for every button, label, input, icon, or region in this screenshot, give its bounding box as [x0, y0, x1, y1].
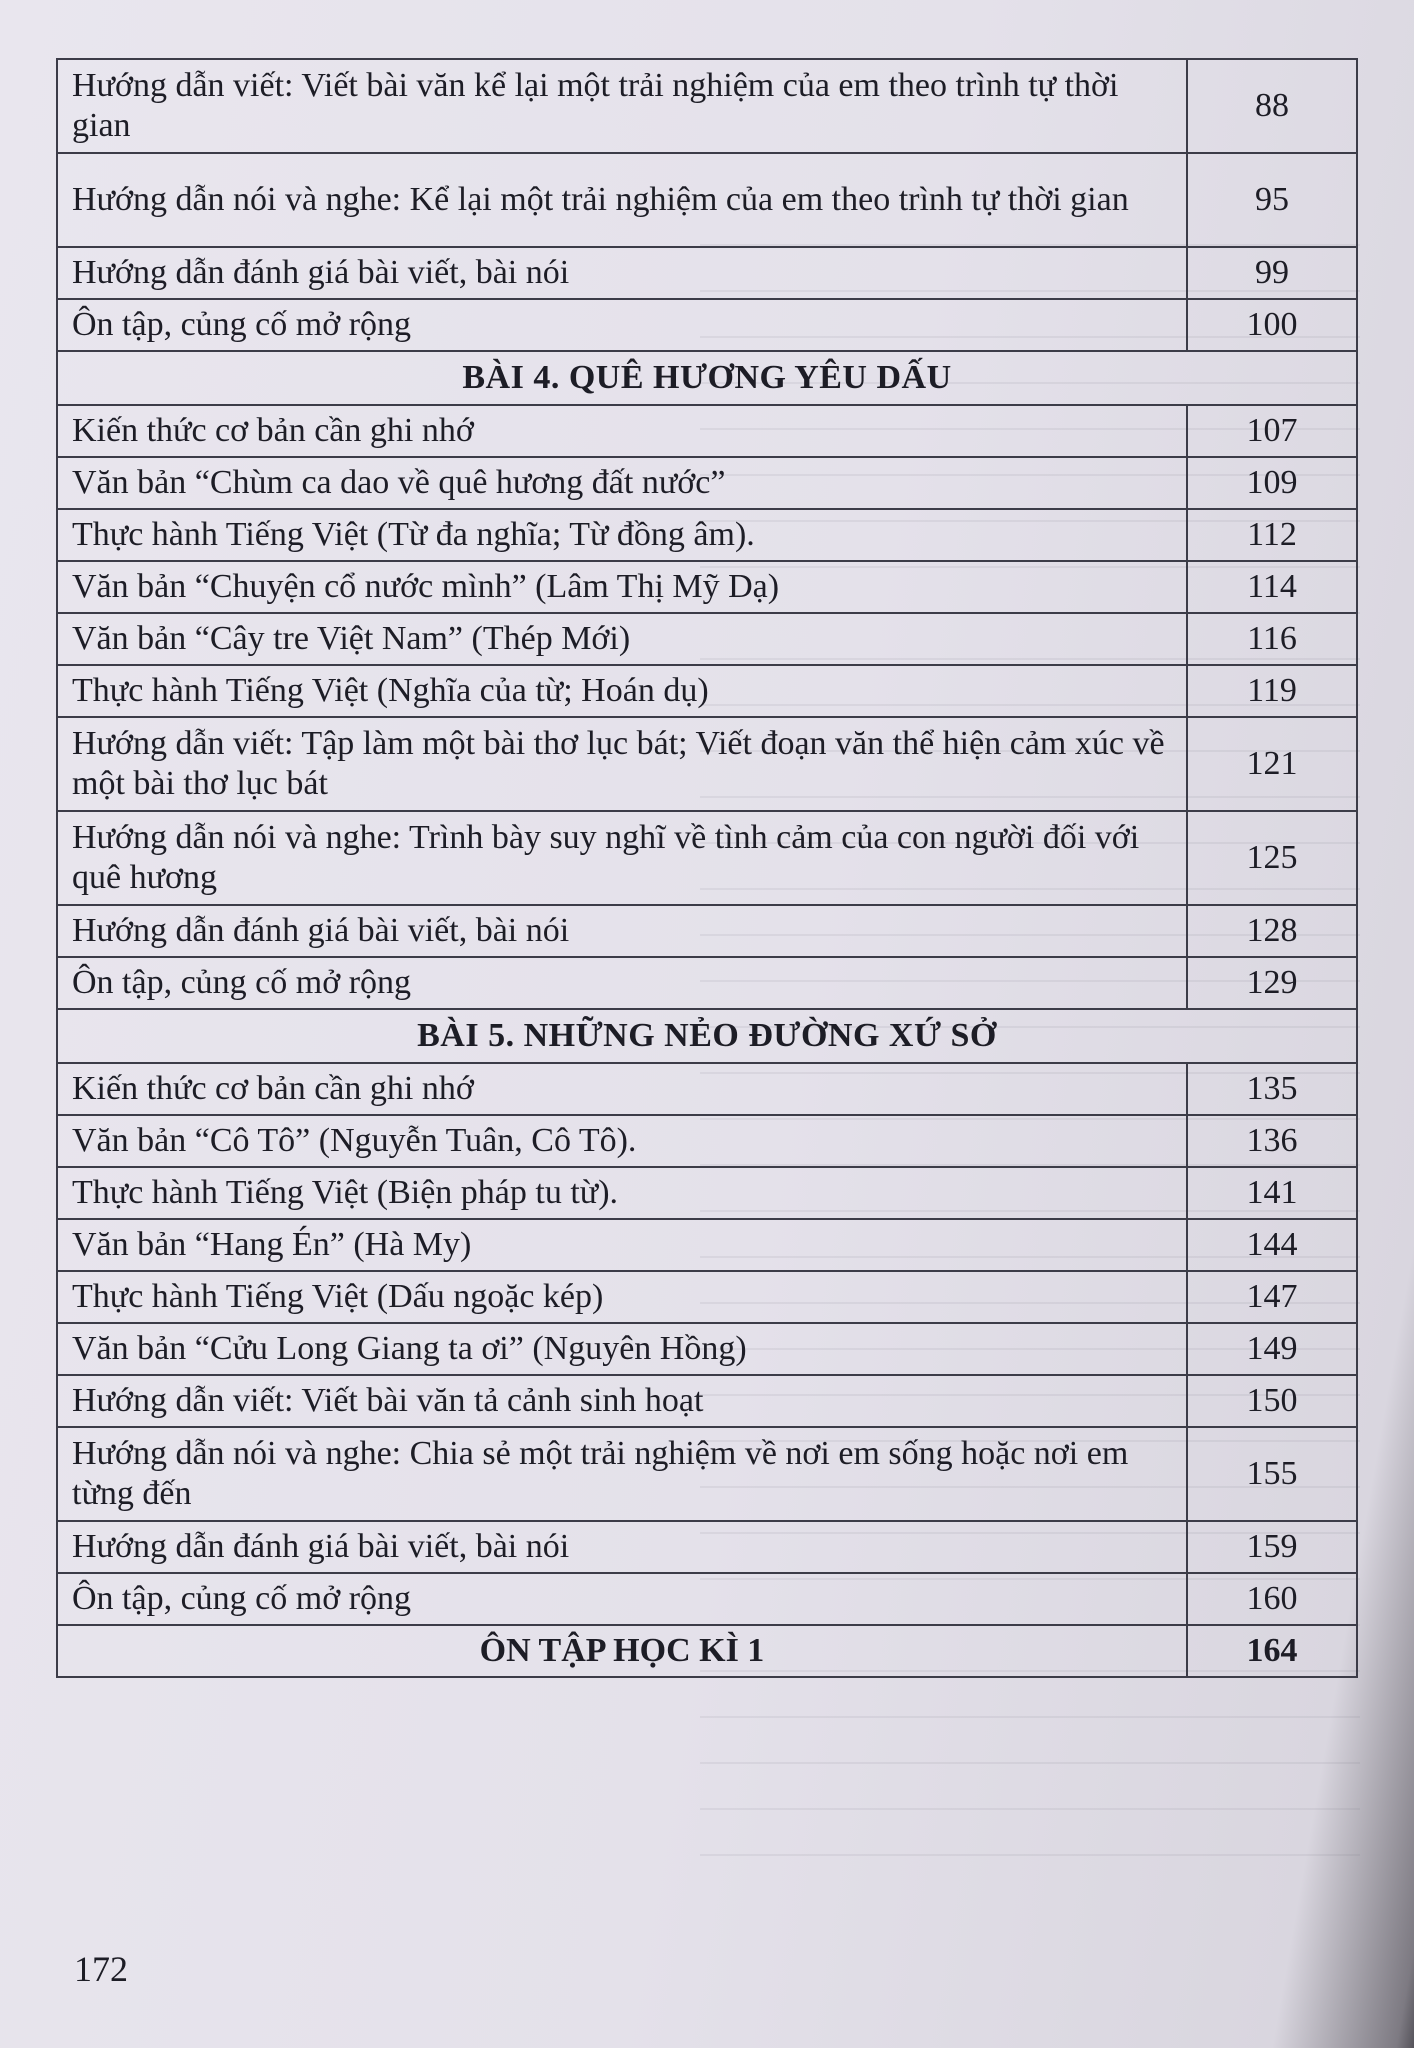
toc-entry-title: Văn bản “Chuyện cổ nước mình” (Lâm Thị Mỹ Dạ) [57, 561, 1187, 613]
toc-row [57, 59, 1357, 153]
toc-row [57, 613, 1357, 665]
toc-entry-title: Hướng dẫn viết: Viết bài văn tả cảnh sinh hoạt [57, 1375, 1187, 1427]
toc-entry-page: 160 [1187, 1573, 1357, 1625]
toc-row [57, 811, 1357, 905]
toc-entry-page: 149 [1187, 1323, 1357, 1375]
toc-entry-page: 125 [1187, 811, 1357, 905]
toc-entry-page: 114 [1187, 561, 1357, 613]
toc-row [57, 299, 1357, 351]
toc-row [57, 1323, 1357, 1375]
toc-entry-page: 150 [1187, 1375, 1357, 1427]
toc-entry-page: 128 [1187, 905, 1357, 957]
toc-entry-page: 155 [1187, 1427, 1357, 1521]
toc-row [57, 665, 1357, 717]
toc-row [57, 1573, 1357, 1625]
toc-row [57, 717, 1357, 811]
toc-entry-page: 119 [1187, 665, 1357, 717]
toc-row [57, 405, 1357, 457]
toc-entry-page: 159 [1187, 1521, 1357, 1573]
section-heading-bai-5: BÀI 5. NHỮNG NẺO ĐƯỜNG XỨ SỞ [57, 1009, 1357, 1063]
toc-entry-title: Kiến thức cơ bản cần ghi nhớ [57, 405, 1187, 457]
toc-section-row [57, 351, 1357, 405]
toc-entry-title: Hướng dẫn nói và nghe: Kể lại một trải nghiệm của em theo trình tự thời gian [57, 153, 1187, 247]
toc-entry-title: Hướng dẫn đánh giá bài viết, bài nói [57, 905, 1187, 957]
toc-entry-title: Hướng dẫn đánh giá bài viết, bài nói [57, 1521, 1187, 1573]
toc-entry-page: 100 [1187, 299, 1357, 351]
toc-row [57, 247, 1357, 299]
toc-entry-title: Hướng dẫn viết: Tập làm một bài thơ lục bát; Viết đoạn văn thể hiện cảm xúc về một bài thơ lục bát [57, 717, 1187, 811]
toc-entry-title: Ôn tập, củng cố mở rộng [57, 957, 1187, 1009]
toc-entry-page: 164 [1187, 1625, 1357, 1677]
toc-entry-title: Hướng dẫn nói và nghe: Chia sẻ một trải nghiệm về nơi em sống hoặc nơi em từng đến [57, 1427, 1187, 1521]
toc-row [57, 1375, 1357, 1427]
toc-row [57, 1219, 1357, 1271]
toc-entry-page: 135 [1187, 1063, 1357, 1115]
toc-row [57, 1427, 1357, 1521]
toc-row [57, 1167, 1357, 1219]
toc-row [57, 153, 1357, 247]
toc-entry-page: 112 [1187, 509, 1357, 561]
toc-entry-title: Thực hành Tiếng Việt (Dấu ngoặc kép) [57, 1271, 1187, 1323]
toc-entry-page: 95 [1187, 153, 1357, 247]
page-number: 172 [74, 1949, 128, 1989]
toc-row [57, 509, 1357, 561]
toc-entry-title: Ôn tập, củng cố mở rộng [57, 1573, 1187, 1625]
toc-entry-title: Thực hành Tiếng Việt (Biện pháp tu từ). [57, 1167, 1187, 1219]
toc-row [57, 905, 1357, 957]
section-heading-bai-4: BÀI 4. QUÊ HƯƠNG YÊU DẤU [57, 351, 1357, 405]
toc-entry-page: 129 [1187, 957, 1357, 1009]
toc-entry-page: 88 [1187, 59, 1357, 153]
toc-entry-title: Văn bản “Hang Én” (Hà My) [57, 1219, 1187, 1271]
toc-entry-title: Văn bản “Cửu Long Giang ta ơi” (Nguyên Hồng) [57, 1323, 1187, 1375]
toc-entry-page: 136 [1187, 1115, 1357, 1167]
toc-final-row [57, 1625, 1357, 1677]
toc-entry-title: Thực hành Tiếng Việt (Từ đa nghĩa; Từ đồng âm). [57, 509, 1187, 561]
toc-row [57, 1271, 1357, 1323]
toc-section-row [57, 1009, 1357, 1063]
toc-entry-title: Thực hành Tiếng Việt (Nghĩa của từ; Hoán dụ) [57, 665, 1187, 717]
toc-row [57, 1063, 1357, 1115]
toc-entry-title: Văn bản “Cô Tô” (Nguyễn Tuân, Cô Tô). [57, 1115, 1187, 1167]
toc-entry-title: Văn bản “Chùm ca dao về quê hương đất nước” [57, 457, 1187, 509]
toc-entry-title: Kiến thức cơ bản cần ghi nhớ [57, 1063, 1187, 1115]
toc-final-title: ÔN TẬP HỌC KÌ 1 [57, 1625, 1187, 1677]
toc-entry-page: 116 [1187, 613, 1357, 665]
toc-entry-title: Hướng dẫn đánh giá bài viết, bài nói [57, 247, 1187, 299]
toc-entry-page: 144 [1187, 1219, 1357, 1271]
toc-row [57, 1115, 1357, 1167]
toc-entry-title: Ôn tập, củng cố mở rộng [57, 299, 1187, 351]
toc-entry-page: 141 [1187, 1167, 1357, 1219]
toc-row [57, 561, 1357, 613]
toc-entry-page: 109 [1187, 457, 1357, 509]
toc-row [57, 957, 1357, 1009]
toc-entry-page: 107 [1187, 405, 1357, 457]
toc-entry-page: 121 [1187, 717, 1357, 811]
toc-entry-title: Văn bản “Cây tre Việt Nam” (Thép Mới) [57, 613, 1187, 665]
toc-entry-title: Hướng dẫn viết: Viết bài văn kể lại một trải nghiệm của em theo trình tự thời gian [57, 59, 1187, 153]
table-of-contents [56, 58, 1358, 1678]
toc-entry-page: 147 [1187, 1271, 1357, 1323]
toc-entry-page: 99 [1187, 247, 1357, 299]
toc-row [57, 1521, 1357, 1573]
toc-row [57, 457, 1357, 509]
toc-entry-title: Hướng dẫn nói và nghe: Trình bày suy nghĩ về tình cảm của con người đối với quê hương [57, 811, 1187, 905]
